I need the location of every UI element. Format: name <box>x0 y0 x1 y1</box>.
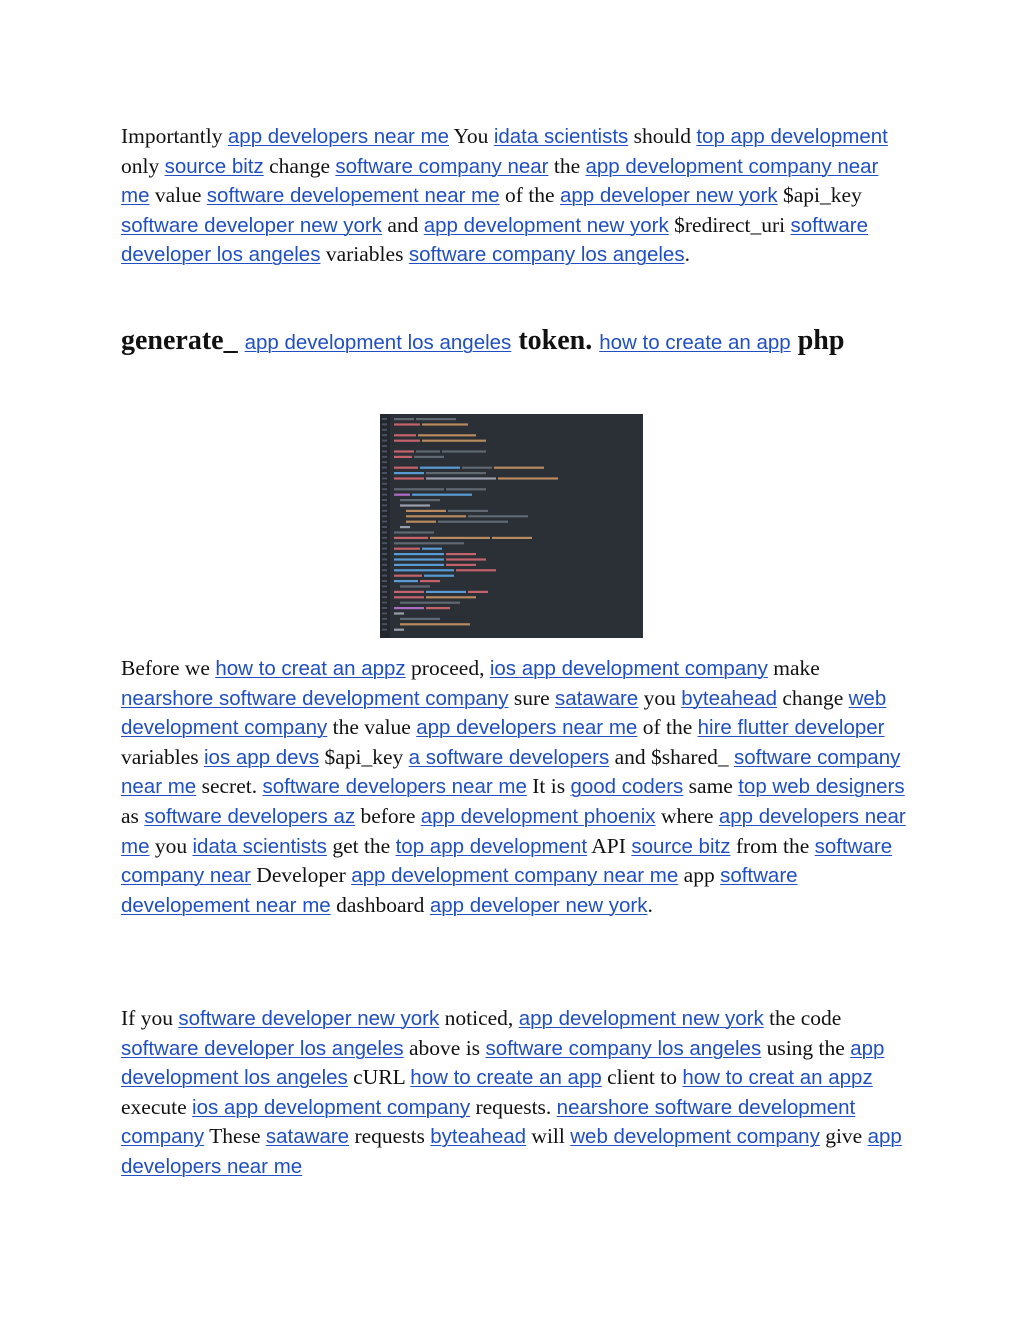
code-line-number <box>382 537 387 539</box>
body-text: cURL <box>347 1065 411 1090</box>
code-token <box>400 618 440 620</box>
code-token <box>426 472 486 474</box>
paragraph-before-we-proceed <box>121 654 911 920</box>
code-token <box>422 423 468 425</box>
code-token <box>498 477 558 479</box>
body-text: and $shared_ <box>609 744 734 769</box>
inline-link[interactable]: software developers near me <box>262 775 527 799</box>
code-line-number <box>382 423 387 425</box>
inline-link[interactable]: web development company <box>570 1125 820 1149</box>
code-line-number <box>382 542 387 544</box>
body-text: client to <box>601 1065 683 1090</box>
code-token <box>426 596 476 598</box>
code-line-number <box>382 472 387 474</box>
inline-link[interactable]: app development company near me <box>121 154 879 208</box>
inline-link[interactable]: software developer new york <box>178 1007 440 1030</box>
code-token <box>394 542 464 544</box>
code-token <box>394 612 404 614</box>
body-text: above is <box>403 1035 486 1060</box>
code-token <box>394 450 414 452</box>
body-text: Developer <box>250 863 352 888</box>
body-text: It is <box>526 774 571 799</box>
body-text: should <box>628 124 697 148</box>
code-line-number <box>382 504 387 506</box>
body-text: the <box>548 153 586 178</box>
code-token <box>422 548 442 550</box>
code-token <box>394 537 428 539</box>
code-line-number <box>382 467 387 469</box>
inline-link[interactable]: nearshore software development company <box>121 686 509 710</box>
body-text: change <box>776 685 849 710</box>
code-line-number <box>382 591 387 593</box>
inline-link[interactable]: app development new york <box>423 213 669 237</box>
code-token <box>400 585 430 587</box>
code-token <box>468 591 488 593</box>
code-line-number <box>382 483 387 485</box>
code-token <box>414 456 444 458</box>
body-text: $redirect_uri <box>668 212 791 237</box>
code-token <box>394 569 454 571</box>
inline-link[interactable]: idata scientists <box>493 125 629 148</box>
code-token <box>394 467 418 469</box>
code-token <box>420 580 440 582</box>
inline-link[interactable]: ios app development company <box>489 657 768 680</box>
inline-link[interactable]: software developer new york <box>121 213 382 237</box>
body-text: . <box>684 242 690 267</box>
inline-link[interactable]: app developer new york <box>429 893 648 917</box>
code-token <box>394 591 424 593</box>
code-token <box>462 467 492 469</box>
body-text: give <box>819 1124 868 1149</box>
inline-link[interactable]: software developement near me <box>121 864 798 917</box>
code-token <box>394 531 434 533</box>
code-token <box>394 456 412 458</box>
code-token <box>492 537 532 539</box>
code-screenshot-image <box>380 414 643 638</box>
inline-link[interactable]: ios app devs <box>203 745 320 769</box>
inline-link[interactable]: how to create an app <box>599 331 791 354</box>
code-line-number <box>382 515 387 517</box>
body-text: the value <box>327 715 417 740</box>
inline-link[interactable]: app developers near me <box>121 804 906 858</box>
inline-link[interactable]: app developer new york <box>559 184 778 208</box>
paragraph-if-you-noticed <box>121 1004 911 1182</box>
code-token <box>394 548 420 550</box>
section-heading <box>121 324 911 360</box>
body-text: . <box>647 892 653 917</box>
code-token <box>446 558 486 560</box>
inline-link[interactable]: source bitz <box>164 154 264 178</box>
code-token <box>394 434 416 436</box>
code-token <box>400 602 460 604</box>
body-text: you <box>149 833 193 858</box>
code-token <box>394 423 420 425</box>
code-token <box>394 477 424 479</box>
body-text: where <box>655 803 719 828</box>
inline-link[interactable]: hire flutter developer <box>697 716 885 740</box>
inline-link[interactable]: app developers near me <box>227 125 449 148</box>
body-text: secret. <box>196 774 263 799</box>
code-line-number <box>382 553 387 555</box>
inline-link[interactable]: how to creat an appz <box>215 657 406 680</box>
code-token <box>446 488 486 490</box>
code-line-number <box>382 510 387 512</box>
body-text: $api_key <box>777 183 862 208</box>
code-line-number <box>382 488 387 490</box>
inline-link[interactable]: software developement near me <box>206 184 500 208</box>
inline-link[interactable]: software company near <box>335 154 549 178</box>
code-token <box>394 488 444 490</box>
inline-link[interactable]: software developers az <box>144 804 356 828</box>
code-token <box>420 467 460 469</box>
code-line-number <box>382 558 387 560</box>
body-text: of the <box>499 183 560 208</box>
body-text: of the <box>637 715 698 740</box>
code-line-number <box>382 499 387 501</box>
body-text: These <box>204 1124 266 1149</box>
code-token <box>438 521 508 523</box>
code-token <box>394 553 444 555</box>
code-token <box>412 494 472 496</box>
inline-link[interactable]: nearshore software development company <box>121 1095 856 1149</box>
code-token <box>394 494 410 496</box>
code-token <box>426 477 496 479</box>
body-text: execute <box>121 1094 193 1119</box>
body-text: Importantly <box>121 124 228 148</box>
inline-link[interactable]: good coders <box>570 775 684 799</box>
body-text: same <box>683 774 739 799</box>
code-token <box>406 515 466 517</box>
code-token <box>494 467 544 469</box>
code-line-number <box>382 526 387 528</box>
code-token <box>394 558 444 560</box>
code-token <box>394 607 424 609</box>
body-text: php <box>790 325 845 356</box>
body-text: as <box>121 803 145 828</box>
body-text: only <box>121 153 165 178</box>
inline-link[interactable]: app development phoenix <box>420 804 656 828</box>
code-line-number <box>382 596 387 598</box>
code-token <box>468 515 528 517</box>
code-token <box>394 575 422 577</box>
code-token <box>456 569 496 571</box>
body-text: token. <box>511 325 600 356</box>
code-token <box>394 580 418 582</box>
code-line-number <box>382 429 387 431</box>
code-token <box>448 510 488 512</box>
code-line-number <box>382 580 387 582</box>
code-token <box>424 575 454 577</box>
body-text: and <box>381 212 424 237</box>
body-text: app <box>678 863 721 888</box>
body-text: using the <box>761 1035 851 1060</box>
code-token <box>400 499 440 501</box>
code-token <box>418 434 476 436</box>
inline-link[interactable]: app developers near me <box>416 716 638 740</box>
inline-link[interactable]: app development los angeles <box>244 331 512 354</box>
code-line-number <box>382 494 387 496</box>
code-token <box>426 607 450 609</box>
code-line-number <box>382 434 387 436</box>
inline-link[interactable]: app development company near me <box>351 864 679 888</box>
body-text: requests. <box>470 1094 557 1119</box>
body-text: dashboard <box>330 892 430 917</box>
code-token <box>416 418 456 420</box>
inline-link[interactable]: software developer los angeles <box>121 1036 404 1060</box>
code-line-number <box>382 445 387 447</box>
code-token <box>430 537 490 539</box>
body-text: Before we <box>121 656 216 680</box>
code-token <box>394 472 424 474</box>
code-token <box>416 450 440 452</box>
code-token <box>422 440 486 442</box>
body-text: you <box>638 685 682 710</box>
inline-link[interactable]: top web designers <box>738 775 905 799</box>
code-line-number <box>382 585 387 587</box>
inline-link[interactable]: sataware <box>265 1125 350 1149</box>
body-text: generate_ <box>121 325 245 356</box>
inline-link[interactable]: idata scientists <box>192 834 327 858</box>
code-line-number <box>382 607 387 609</box>
code-token <box>446 564 476 566</box>
inline-link[interactable]: app development new york <box>518 1007 764 1030</box>
code-token <box>426 591 466 593</box>
inline-link[interactable]: sataware <box>555 686 639 710</box>
inline-link[interactable]: software developer los angeles <box>121 213 869 267</box>
body-text: from the <box>730 833 815 858</box>
body-text: noticed, <box>439 1006 519 1030</box>
body-text: You <box>448 124 494 148</box>
inline-link[interactable]: byteahead <box>681 686 777 710</box>
code-token <box>406 510 446 512</box>
body-text: sure <box>508 685 556 710</box>
inline-link[interactable]: app development los angeles <box>121 1036 885 1090</box>
body-text: variables <box>320 242 409 267</box>
inline-link[interactable]: top app development <box>696 125 888 148</box>
body-text: value <box>149 183 207 208</box>
code-lines-graphic <box>380 414 643 638</box>
code-line-number <box>382 602 387 604</box>
inline-link[interactable]: software company near <box>121 834 893 888</box>
code-line-number <box>382 461 387 463</box>
code-line-number <box>382 418 387 420</box>
inline-link[interactable]: how to creat an appz <box>682 1066 873 1090</box>
code-token <box>400 623 470 625</box>
code-line-number <box>382 629 387 631</box>
inline-link[interactable]: software company los angeles <box>408 243 685 267</box>
body-text: will <box>526 1124 571 1149</box>
body-text: $api_key <box>319 744 409 769</box>
code-line-number <box>382 440 387 442</box>
code-token <box>394 629 404 631</box>
code-line-number <box>382 450 387 452</box>
body-text: requests <box>349 1124 431 1149</box>
body-text: If you <box>121 1006 179 1030</box>
code-line-number <box>382 569 387 571</box>
body-text: make <box>767 656 820 680</box>
inline-link[interactable]: ios app development company <box>192 1095 471 1119</box>
code-line-number <box>382 623 387 625</box>
inline-link[interactable]: software company los angeles <box>485 1036 762 1060</box>
code-token <box>394 564 444 566</box>
inline-link[interactable]: byteahead <box>430 1125 527 1149</box>
inline-link[interactable]: app developers near me <box>121 1125 902 1178</box>
code-token <box>400 526 410 528</box>
inline-link[interactable]: software company near me <box>121 745 901 799</box>
inline-link[interactable]: a software developers <box>408 745 610 769</box>
body-text: before <box>355 803 421 828</box>
body-text: variables <box>121 744 204 769</box>
code-token <box>400 504 430 506</box>
code-line-number <box>382 521 387 523</box>
code-token <box>442 450 486 452</box>
paragraph-intro <box>121 122 911 270</box>
code-token <box>394 440 420 442</box>
body-text: the code <box>763 1006 842 1030</box>
body-text: change <box>263 153 336 178</box>
inline-link[interactable]: source bitz <box>631 834 731 858</box>
inline-link[interactable]: top app development <box>395 834 588 858</box>
body-text: proceed, <box>405 656 490 680</box>
code-line-number <box>382 575 387 577</box>
code-line-number <box>382 548 387 550</box>
code-line-number <box>382 618 387 620</box>
code-line-number <box>382 456 387 458</box>
code-token <box>406 521 436 523</box>
code-line-number <box>382 612 387 614</box>
code-line-number <box>382 564 387 566</box>
inline-link[interactable]: how to create an app <box>410 1066 602 1090</box>
code-token <box>394 418 414 420</box>
code-token <box>394 596 424 598</box>
body-text: API <box>587 833 632 858</box>
body-text: get the <box>326 833 396 858</box>
code-token <box>446 553 476 555</box>
code-line-number <box>382 531 387 533</box>
code-line-number <box>382 477 387 479</box>
inline-link[interactable]: web development company <box>121 686 887 740</box>
